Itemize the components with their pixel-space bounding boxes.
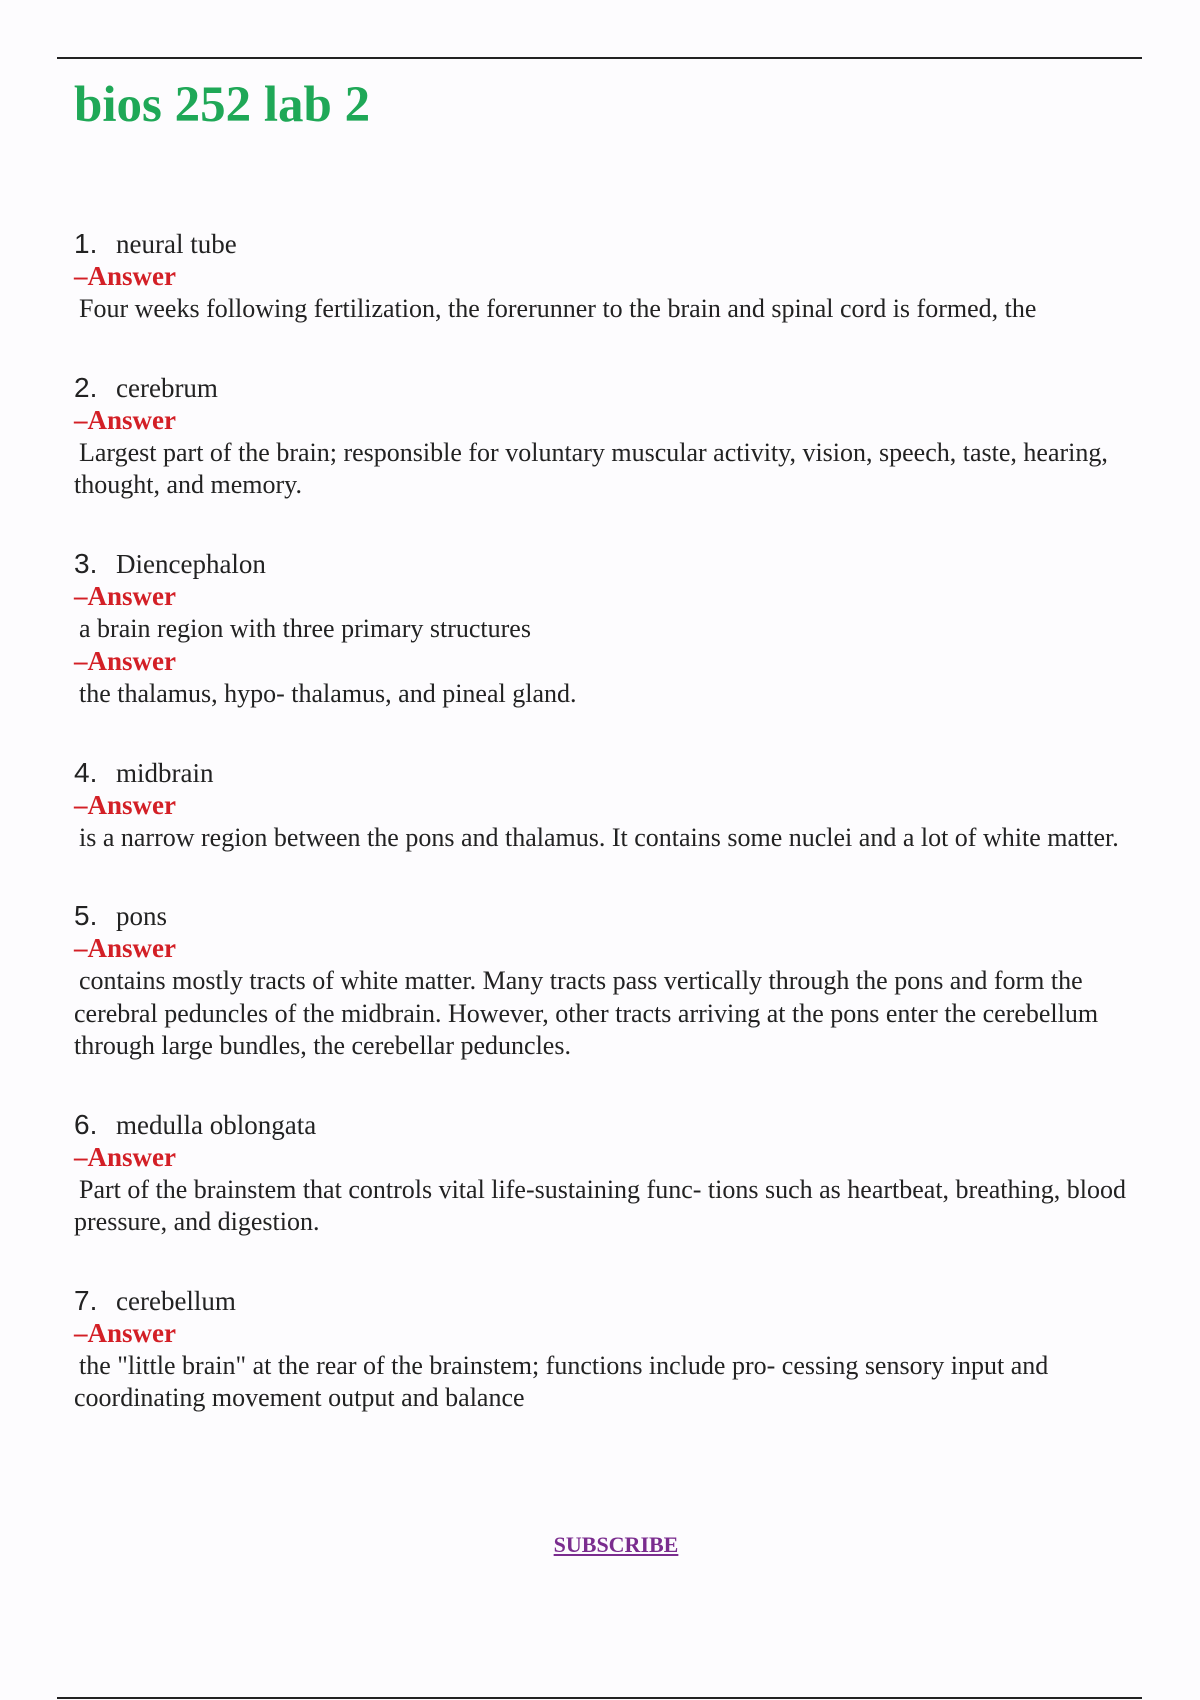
question-1 bbox=[74, 227, 1144, 326]
question-number: 7. bbox=[74, 1284, 98, 1316]
question-header bbox=[74, 756, 1144, 789]
question-header bbox=[74, 899, 1144, 932]
answer-label: –Answer bbox=[74, 580, 176, 611]
answer-text: contains mostly tracts of white matter. Many tracts pass vertically through the pons and form the cerebral peduncles of the midbrain. However, other tracts arriving at the pons enter the cerebellum through large bundles, the cerebellar peduncles. bbox=[74, 966, 1105, 1060]
question-term: Diencephalon bbox=[116, 548, 266, 579]
question-term: pons bbox=[116, 901, 168, 931]
answer-text: the thalamus, hypo- thalamus, and pineal gland. bbox=[79, 679, 577, 708]
question-6 bbox=[74, 1108, 1144, 1239]
question-header bbox=[74, 1108, 1144, 1141]
top-rule bbox=[57, 57, 1142, 59]
question-header bbox=[74, 227, 1144, 260]
answer-label: –Answer bbox=[74, 261, 176, 291]
answer-label: –Answer bbox=[74, 1141, 176, 1172]
question-header bbox=[74, 547, 1144, 580]
answer-text: a brain region with three primary structures bbox=[79, 613, 531, 643]
answer-text: Largest part of the brain; responsible for voluntary muscular activity, vision, speech, taste, hearing, thought, and memory. bbox=[74, 437, 1115, 499]
answer-label: –Answer bbox=[74, 933, 176, 963]
question-number: 5. bbox=[74, 900, 98, 931]
answer-text: the "little brain" at the rear of the brainstem; functions include pro- cessing sensory input and coordinating movement output and balance bbox=[74, 1350, 1055, 1412]
question-number: 3. bbox=[74, 547, 98, 579]
question-term: cerebrum bbox=[116, 372, 218, 403]
question-number: 1. bbox=[74, 228, 98, 259]
question-4 bbox=[74, 756, 1144, 855]
question-number: 2. bbox=[74, 371, 98, 403]
question-2 bbox=[74, 371, 1144, 502]
answer-text: is a narrow region between the pons and thalamus. It contains some nuclei and a lot of white matter. bbox=[79, 822, 1119, 852]
question-list bbox=[74, 227, 1144, 1415]
question-number: 6. bbox=[74, 1108, 98, 1140]
question-header bbox=[74, 1284, 1144, 1317]
answer-label: –Answer bbox=[74, 1317, 176, 1348]
document bbox=[74, 74, 1144, 1460]
answer-text: Four weeks following fertilization, the forerunner to the brain and spinal cord is formed, the bbox=[79, 294, 1037, 323]
question-term: medulla oblongata bbox=[116, 1109, 317, 1140]
question-5 bbox=[74, 899, 1144, 1063]
answer-label: –Answer bbox=[74, 404, 176, 435]
subscribe-link[interactable]: SUBSCRIBE bbox=[553, 1532, 679, 1557]
document-title: bios 252 lab 2 bbox=[74, 77, 371, 133]
bottom-rule bbox=[57, 1697, 1142, 1699]
question-term: cerebellum bbox=[116, 1285, 236, 1316]
question-term: midbrain bbox=[116, 757, 214, 788]
question-3 bbox=[74, 547, 1144, 711]
answer-label: –Answer bbox=[74, 789, 176, 820]
answer-text: Part of the brainstem that controls vital life-sustaining func- tions such as heartbeat, breathing, blood pressure, and digestion. bbox=[74, 1174, 1133, 1236]
question-number: 4. bbox=[74, 756, 98, 788]
question-header bbox=[74, 371, 1144, 404]
answer-label: –Answer bbox=[74, 646, 176, 676]
question-7 bbox=[74, 1284, 1144, 1415]
question-term: neural tube bbox=[116, 229, 237, 259]
